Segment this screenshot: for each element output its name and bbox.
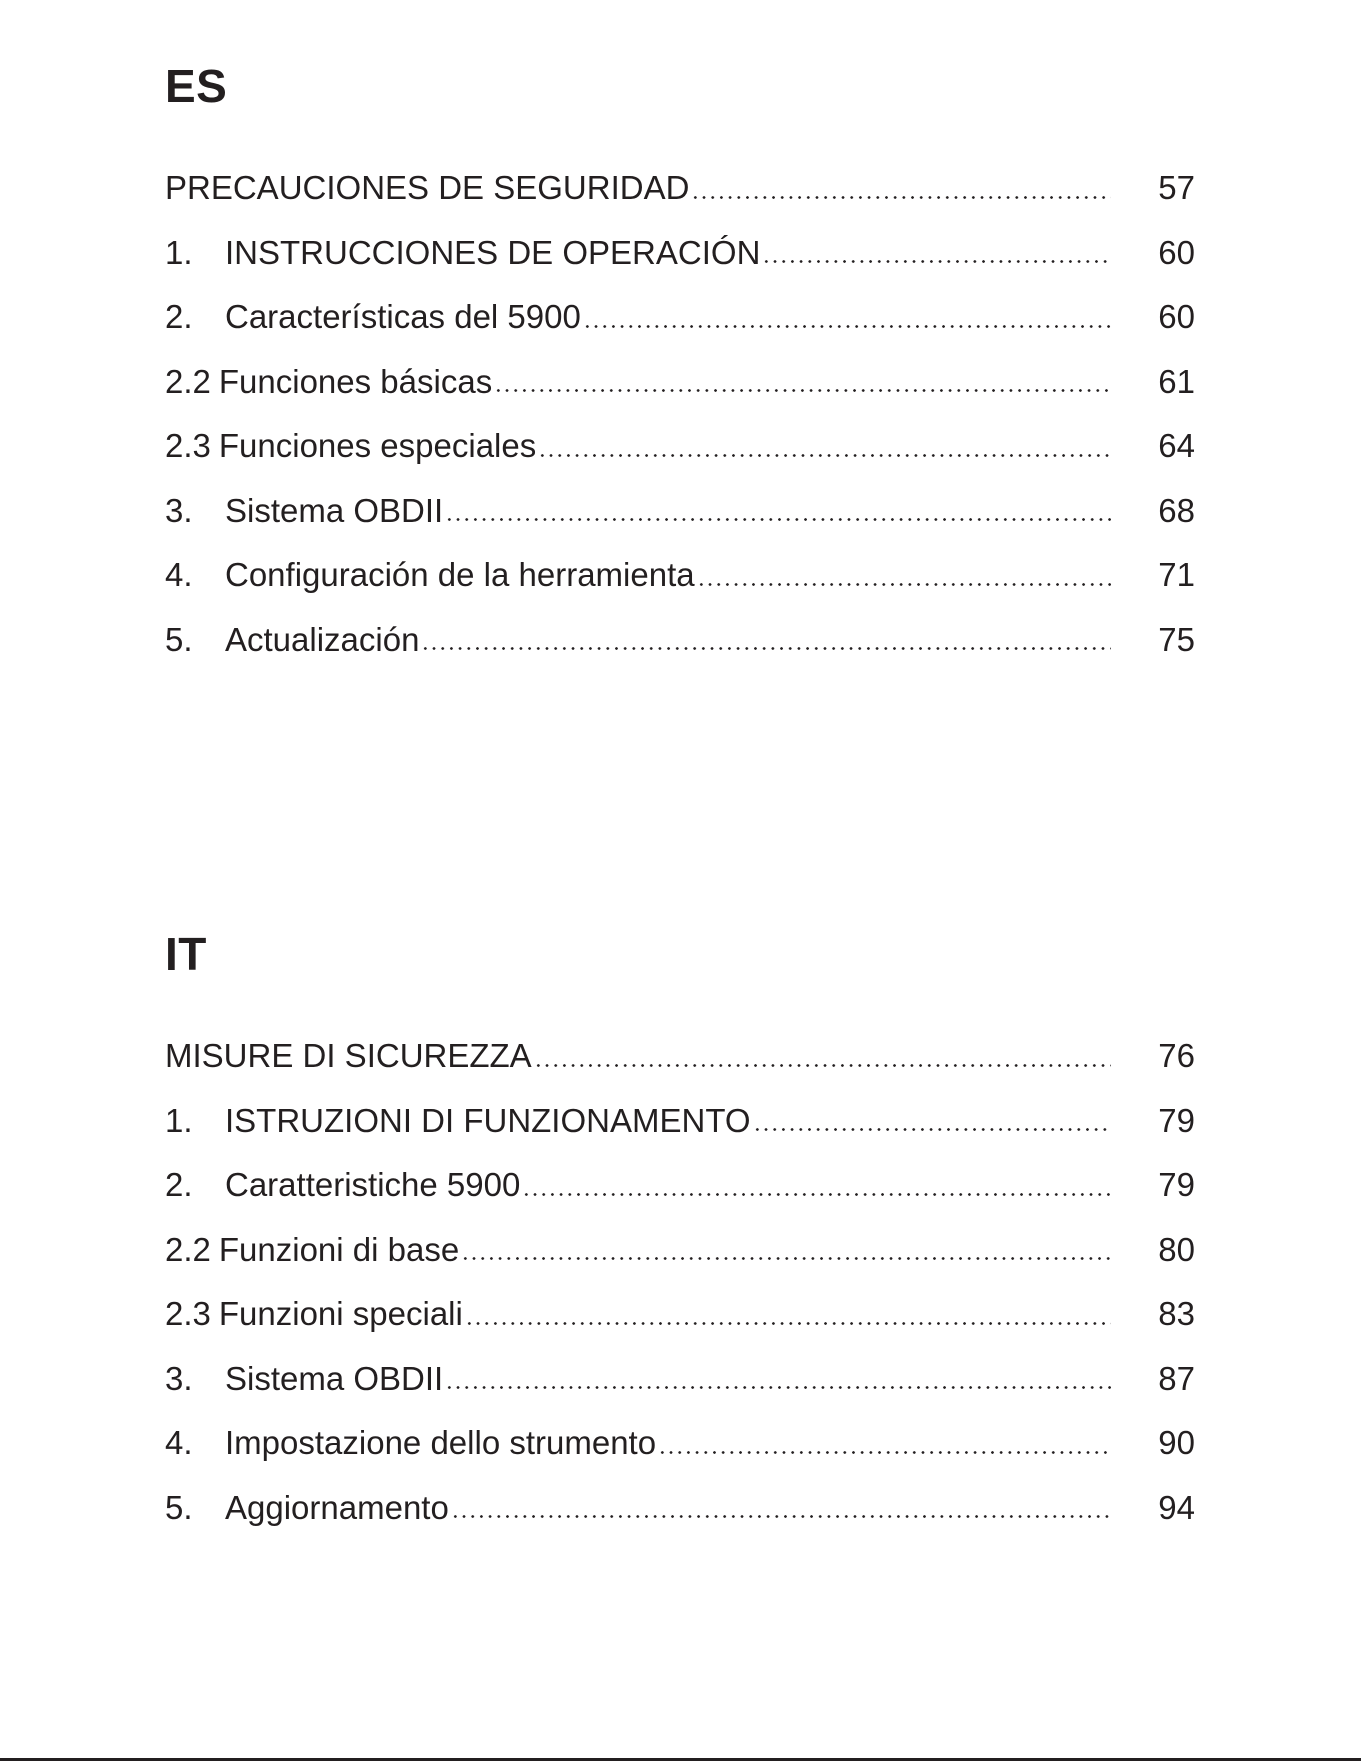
dot-leader	[445, 1362, 1111, 1395]
toc-entry-number: 2.	[165, 298, 193, 335]
toc-entry-page-number: 80	[1158, 1230, 1195, 1268]
dot-leader	[762, 236, 1111, 269]
toc-entry-page-number: 83	[1158, 1295, 1195, 1332]
toc-entry[interactable]	[165, 350, 1195, 415]
toc-entry-title: Funciones básicas	[218, 362, 493, 400]
toc-entry[interactable]	[165, 221, 1195, 286]
toc-entry-title: MISURE DI SICUREZZA	[165, 1037, 532, 1074]
dot-leader	[451, 1491, 1111, 1524]
toc-entry-title: Caratteristiche 5900	[225, 1166, 521, 1203]
dot-leader	[534, 1040, 1111, 1073]
toc-entry-number: 1.	[165, 233, 193, 271]
toc-entry[interactable]	[165, 414, 1195, 479]
toc-entry-number: 1.	[165, 1101, 193, 1139]
toc-entry-number: 2.3	[165, 427, 211, 464]
toc-entry-title: INSTRUCCIONES DE OPERACIÓN	[225, 233, 761, 271]
toc-entry-title: Sistema OBDII	[225, 491, 444, 529]
toc-entry[interactable]	[165, 479, 1195, 544]
dot-leader	[494, 365, 1111, 398]
toc-entry-page-number: 75	[1158, 620, 1195, 658]
toc-entry-page-number: 79	[1158, 1166, 1195, 1203]
toc-entry-title: Funciones especiales	[218, 427, 537, 464]
toc-entry-title: Funzioni di base	[218, 1230, 460, 1268]
toc-entry-title: ISTRUZIONI DI FUNZIONAMENTO	[225, 1101, 751, 1139]
toc-entry[interactable]	[165, 1411, 1195, 1476]
toc-entry-page-number: 57	[1158, 169, 1195, 206]
dot-leader	[697, 559, 1111, 592]
toc-entry[interactable]	[165, 1024, 1195, 1089]
toc-entry-title: Actualización	[225, 620, 420, 658]
toc-entry-number: 3.	[165, 1359, 193, 1397]
dot-leader	[465, 1298, 1111, 1331]
dot-leader	[753, 1104, 1111, 1137]
toc-entry-number: 5.	[165, 620, 193, 658]
toc-entry-page-number: 60	[1158, 233, 1195, 271]
toc-entry-number: 5.	[165, 1488, 193, 1526]
toc-section-it	[165, 924, 1195, 1540]
toc-entry-title: Sistema OBDII	[225, 1359, 444, 1397]
toc-entry-title: Configuración de la herramienta	[225, 556, 695, 593]
toc-entry-page-number: 60	[1158, 298, 1195, 335]
toc-entry-page-number: 87	[1158, 1359, 1195, 1397]
toc-list	[165, 1024, 1195, 1540]
toc-entry[interactable]	[165, 285, 1195, 350]
toc-entry-number: 2.2	[165, 1230, 211, 1268]
toc-entry-title: Funzioni speciali	[218, 1295, 463, 1332]
dot-leader	[445, 494, 1111, 527]
dot-leader	[691, 172, 1111, 205]
section-heading: IT	[165, 928, 207, 980]
toc-entry-page-number: 61	[1158, 362, 1195, 400]
toc-entry[interactable]	[165, 1282, 1195, 1347]
dot-leader	[522, 1169, 1111, 1202]
dot-leader	[421, 623, 1111, 656]
toc-entry-title: Aggiornamento	[225, 1488, 449, 1526]
toc-entry-page-number: 79	[1158, 1101, 1195, 1139]
toc-section-es	[165, 56, 1195, 672]
toc-entry[interactable]	[165, 1218, 1195, 1283]
toc-entry-number: 3.	[165, 491, 193, 529]
toc-entry-page-number: 94	[1158, 1488, 1195, 1526]
toc-entry-title: Características del 5900	[225, 298, 581, 335]
dot-leader	[461, 1233, 1111, 1266]
toc-entry-number: 2.	[165, 1166, 193, 1203]
toc-list	[165, 156, 1195, 672]
toc-entry[interactable]	[165, 608, 1195, 673]
toc-entry-title: PRECAUCIONES DE SEGURIDAD	[165, 169, 690, 206]
dot-leader	[583, 301, 1111, 334]
toc-entry-page-number: 90	[1158, 1424, 1195, 1461]
toc-entry[interactable]	[165, 543, 1195, 608]
toc-entry-page-number: 68	[1158, 491, 1195, 529]
toc-entry-number: 2.2	[165, 362, 211, 400]
toc-entry-page-number: 64	[1158, 427, 1195, 464]
toc-entry-page-number: 71	[1158, 556, 1195, 593]
toc-entry[interactable]	[165, 1153, 1195, 1218]
toc-entry[interactable]	[165, 1476, 1195, 1541]
toc-entry-number: 4.	[165, 556, 193, 593]
toc-entry[interactable]	[165, 1089, 1195, 1154]
toc-entry-title: Impostazione dello strumento	[225, 1424, 657, 1461]
dot-leader	[658, 1427, 1111, 1460]
toc-entry[interactable]	[165, 156, 1195, 221]
toc-entry-number: 2.3	[165, 1295, 211, 1332]
section-heading: ES	[165, 60, 228, 112]
toc-entry-number: 4.	[165, 1424, 193, 1461]
dot-leader	[538, 430, 1111, 463]
toc-entry-page-number: 76	[1158, 1037, 1195, 1074]
toc-entry[interactable]	[165, 1347, 1195, 1412]
